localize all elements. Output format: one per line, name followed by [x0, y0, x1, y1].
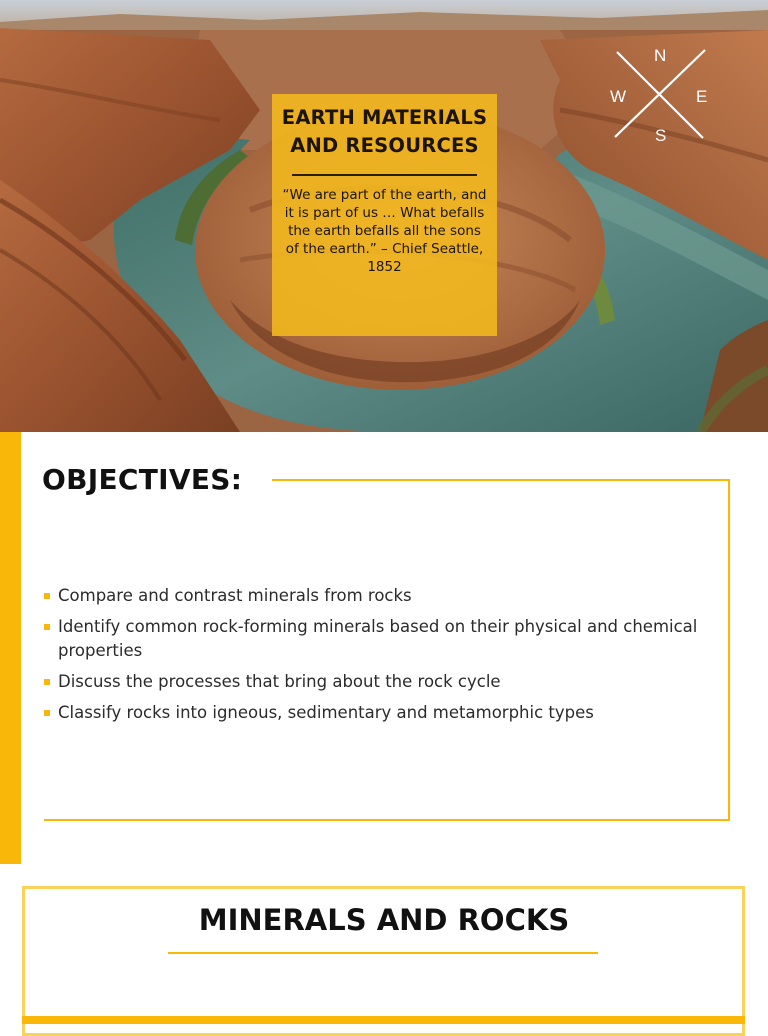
objective-text: Classify rocks into igneous, sedimentary and metamorphic types	[58, 703, 594, 722]
title-box	[272, 94, 497, 336]
accent-bottom-bar	[22, 1016, 745, 1024]
bullet-icon	[44, 710, 50, 716]
heading-underline	[168, 952, 598, 954]
list-item	[42, 615, 722, 663]
accent-side-bar	[0, 432, 21, 864]
compass-south-label: S	[655, 126, 667, 145]
list-item	[42, 701, 722, 725]
compass-west-label: W	[610, 87, 627, 106]
objectives-frame-bottom-line	[44, 819, 274, 821]
list-item	[42, 670, 722, 694]
chief-seattle-quote: “We are part of the earth, and it is part of us … What befalls the earth befalls all the sons of the earth.” – Chief Seattle, 1852	[282, 187, 487, 275]
objectives-slide	[0, 432, 768, 864]
bullet-icon	[44, 593, 50, 599]
compass-rose	[605, 42, 715, 152]
objective-text: Identify common rock-forming minerals based on their physical and chemical properties	[58, 617, 698, 660]
compass-east-label: E	[696, 87, 708, 106]
title-divider	[292, 174, 477, 176]
compass-north-label: N	[654, 46, 667, 65]
section-heading: MINERALS AND ROCKS	[198, 903, 570, 937]
objectives-list	[42, 584, 722, 732]
slide-title: EARTH MATERIALS AND RESOURCES	[281, 106, 488, 157]
objective-text: Discuss the processes that bring about the rock cycle	[58, 672, 501, 691]
minerals-and-rocks-slide	[0, 864, 768, 1024]
objective-text: Compare and contrast minerals from rocks	[58, 586, 412, 605]
bullet-icon	[44, 624, 50, 630]
objectives-heading: OBJECTIVES:	[42, 463, 243, 496]
list-item	[42, 584, 722, 608]
title-slide	[0, 0, 768, 432]
bullet-icon	[44, 679, 50, 685]
